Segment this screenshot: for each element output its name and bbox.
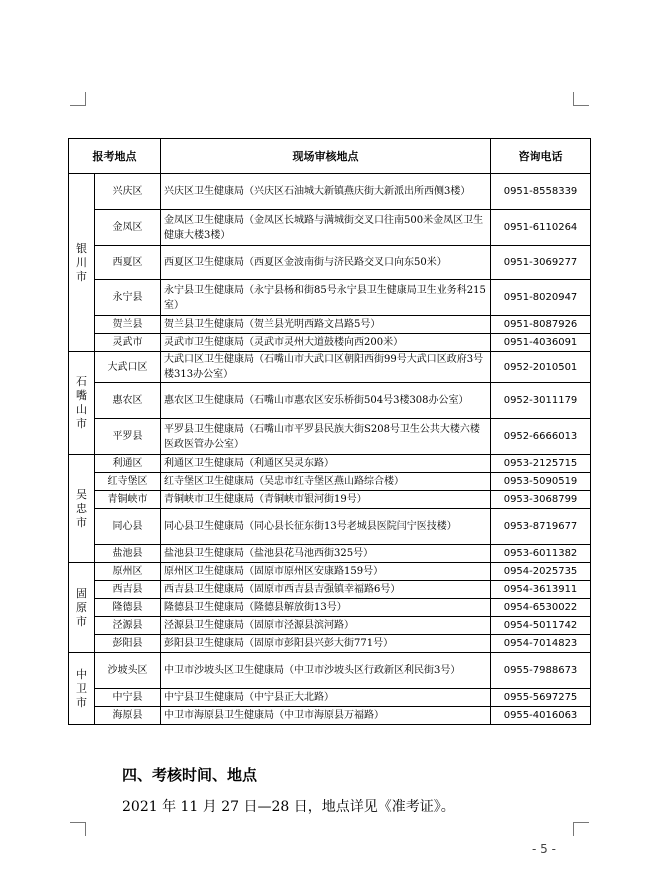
table-row xyxy=(69,316,591,334)
city-name: 固原市 xyxy=(76,586,87,628)
county-cell: 原州区 xyxy=(95,563,161,581)
phone-cell: 0954-3613911 xyxy=(491,581,591,599)
addr-cell: 青铜峡市卫生健康局（青铜峡市银河街19号） xyxy=(161,491,491,509)
phone-cell: 0951-8020947 xyxy=(491,280,591,316)
phone-cell: 0952-3011179 xyxy=(491,383,591,419)
phone-cell: 0951-8558339 xyxy=(491,174,591,210)
addr-cell: 原州区卫生健康局（固原市原州区安康路159号） xyxy=(161,563,491,581)
addr-cell: 中卫市海原县卫生健康局（中卫市海原县万福路） xyxy=(161,707,491,725)
addr-cell: 中卫市沙坡头区卫生健康局（中卫市沙坡头区行政新区利民街3号） xyxy=(161,653,491,689)
county-cell: 彭阳县 xyxy=(95,635,161,653)
county-cell: 平罗县 xyxy=(95,419,161,455)
phone-cell: 0955-4016063 xyxy=(491,707,591,725)
city-name: 银川市 xyxy=(76,241,87,283)
crop-mark-top-left-v xyxy=(85,92,86,106)
table-row xyxy=(69,352,591,383)
addr-cell: 西吉县卫生健康局（固原市西吉县吉强镇幸福路6号） xyxy=(161,581,491,599)
table-row xyxy=(69,581,591,599)
addr-cell: 泾源县卫生健康局（固原市泾源县滨河路） xyxy=(161,617,491,635)
crop-mark-top-right-v xyxy=(573,92,574,106)
addr-cell: 盐池县卫生健康局（盐池县花马池西街325号） xyxy=(161,545,491,563)
table-row xyxy=(69,707,591,725)
phone-cell: 0951-4036091 xyxy=(491,334,591,352)
phone-cell: 0953-6011382 xyxy=(491,545,591,563)
city-cell xyxy=(69,653,95,725)
table-row xyxy=(69,599,591,617)
phone-cell: 0954-7014823 xyxy=(491,635,591,653)
county-cell: 同心县 xyxy=(95,509,161,545)
table-body xyxy=(69,174,591,725)
county-cell: 泾源县 xyxy=(95,617,161,635)
county-cell: 利通区 xyxy=(95,455,161,473)
addr-cell: 彭阳县卫生健康局（固原市彭阳县兴彭大街771号） xyxy=(161,635,491,653)
table-row xyxy=(69,246,591,280)
header-address: 现场审核地点 xyxy=(161,139,491,174)
crop-mark-top-left-h xyxy=(70,105,86,106)
county-cell: 青铜峡市 xyxy=(95,491,161,509)
county-cell: 灵武市 xyxy=(95,334,161,352)
phone-cell: 0953-2125715 xyxy=(491,455,591,473)
addr-cell: 中宁县卫生健康局（中宁县正大北路） xyxy=(161,689,491,707)
addr-cell: 贺兰县卫生健康局（贺兰县光明西路文昌路5号） xyxy=(161,316,491,334)
crop-mark-bottom-left-h xyxy=(70,822,86,823)
addr-cell: 永宁县卫生健康局（永宁县杨和街85号永宁县卫生健康局卫生业务科215室） xyxy=(161,280,491,316)
city-cell xyxy=(69,174,95,352)
table-row xyxy=(69,635,591,653)
addr-cell: 惠农区卫生健康局（石嘴山市惠农区安乐桥街504号3楼308办公室） xyxy=(161,383,491,419)
county-cell: 惠农区 xyxy=(95,383,161,419)
phone-cell: 0953-5090519 xyxy=(491,473,591,491)
county-cell: 金凤区 xyxy=(95,210,161,246)
phone-cell: 0954-5011742 xyxy=(491,617,591,635)
crop-mark-bottom-left-v xyxy=(85,822,86,836)
crop-mark-top-right-h xyxy=(573,105,589,106)
city-name: 吴忠市 xyxy=(76,487,87,529)
table-row xyxy=(69,455,591,473)
page-number: - 5 - xyxy=(532,842,556,856)
phone-cell: 0952-6666013 xyxy=(491,419,591,455)
city-cell xyxy=(69,563,95,653)
section-heading: 四、考核时间、地点 xyxy=(122,766,258,784)
addr-cell: 大武口区卫生健康局（石嘴山市大武口区朝阳西街99号大武口区政府3号楼313办公室） xyxy=(161,352,491,383)
table-row xyxy=(69,563,591,581)
phone-cell: 0951-3069277 xyxy=(491,246,591,280)
county-cell: 中宁县 xyxy=(95,689,161,707)
review-location-table xyxy=(68,138,591,725)
addr-cell: 利通区卫生健康局（利通区吴灵东路） xyxy=(161,455,491,473)
crop-mark-bottom-right-v xyxy=(573,822,574,836)
crop-mark-bottom-right-h xyxy=(573,822,589,823)
county-cell: 西吉县 xyxy=(95,581,161,599)
table-row xyxy=(69,491,591,509)
county-cell: 兴庆区 xyxy=(95,174,161,210)
table-row xyxy=(69,617,591,635)
table-row xyxy=(69,419,591,455)
table-row xyxy=(69,545,591,563)
phone-cell: 0951-6110264 xyxy=(491,210,591,246)
addr-cell: 金凤区卫生健康局（金凤区长城路与满城街交叉口往南500米金凤区卫生健康大楼3楼） xyxy=(161,210,491,246)
county-cell: 永宁县 xyxy=(95,280,161,316)
table-row xyxy=(69,280,591,316)
city-name: 石嘴山市 xyxy=(76,375,87,430)
table-row xyxy=(69,509,591,545)
county-cell: 贺兰县 xyxy=(95,316,161,334)
county-cell: 盐池县 xyxy=(95,545,161,563)
table-row xyxy=(69,383,591,419)
addr-cell: 灵武市卫生健康局（灵武市灵州大道鼓楼向西200米） xyxy=(161,334,491,352)
county-cell: 西夏区 xyxy=(95,246,161,280)
header-location: 报考地点 xyxy=(69,139,161,174)
header-phone: 咨询电话 xyxy=(491,139,591,174)
table-row xyxy=(69,653,591,689)
phone-cell: 0955-7988673 xyxy=(491,653,591,689)
phone-cell: 0953-8719677 xyxy=(491,509,591,545)
table-header-row xyxy=(69,139,591,174)
addr-cell: 平罗县卫生健康局（石嘴山市平罗县民族大街S208号卫生公共大楼六楼医政医管办公室） xyxy=(161,419,491,455)
table-row xyxy=(69,473,591,491)
table-row xyxy=(69,174,591,210)
addr-cell: 同心县卫生健康局（同心县长征东街13号老城县医院闫宁医技楼） xyxy=(161,509,491,545)
county-cell: 隆德县 xyxy=(95,599,161,617)
addr-cell: 红寺堡区卫生健康局（吴忠市红寺堡区燕山路综合楼） xyxy=(161,473,491,491)
phone-cell: 0955-5697275 xyxy=(491,689,591,707)
county-cell: 海原县 xyxy=(95,707,161,725)
section-text: 2021 年 11 月 27 日—28 日，地点详见《准考证》。 xyxy=(122,799,455,815)
county-cell: 大武口区 xyxy=(95,352,161,383)
table-row xyxy=(69,689,591,707)
phone-cell: 0951-8087926 xyxy=(491,316,591,334)
addr-cell: 西夏区卫生健康局（西夏区金波南街与济民路交叉口向东50米） xyxy=(161,246,491,280)
city-name: 中卫市 xyxy=(76,667,87,709)
county-cell: 红寺堡区 xyxy=(95,473,161,491)
phone-cell: 0954-2025735 xyxy=(491,563,591,581)
addr-cell: 兴庆区卫生健康局（兴庆区石油城大新镇燕庆街大新派出所西侧3楼） xyxy=(161,174,491,210)
city-cell xyxy=(69,352,95,455)
phone-cell: 0953-3068799 xyxy=(491,491,591,509)
table-row xyxy=(69,210,591,246)
phone-cell: 0954-6530022 xyxy=(491,599,591,617)
addr-cell: 隆德县卫生健康局（隆德县解放街13号） xyxy=(161,599,491,617)
table-row xyxy=(69,334,591,352)
county-cell: 沙坡头区 xyxy=(95,653,161,689)
phone-cell: 0952-2010501 xyxy=(491,352,591,383)
city-cell xyxy=(69,455,95,563)
